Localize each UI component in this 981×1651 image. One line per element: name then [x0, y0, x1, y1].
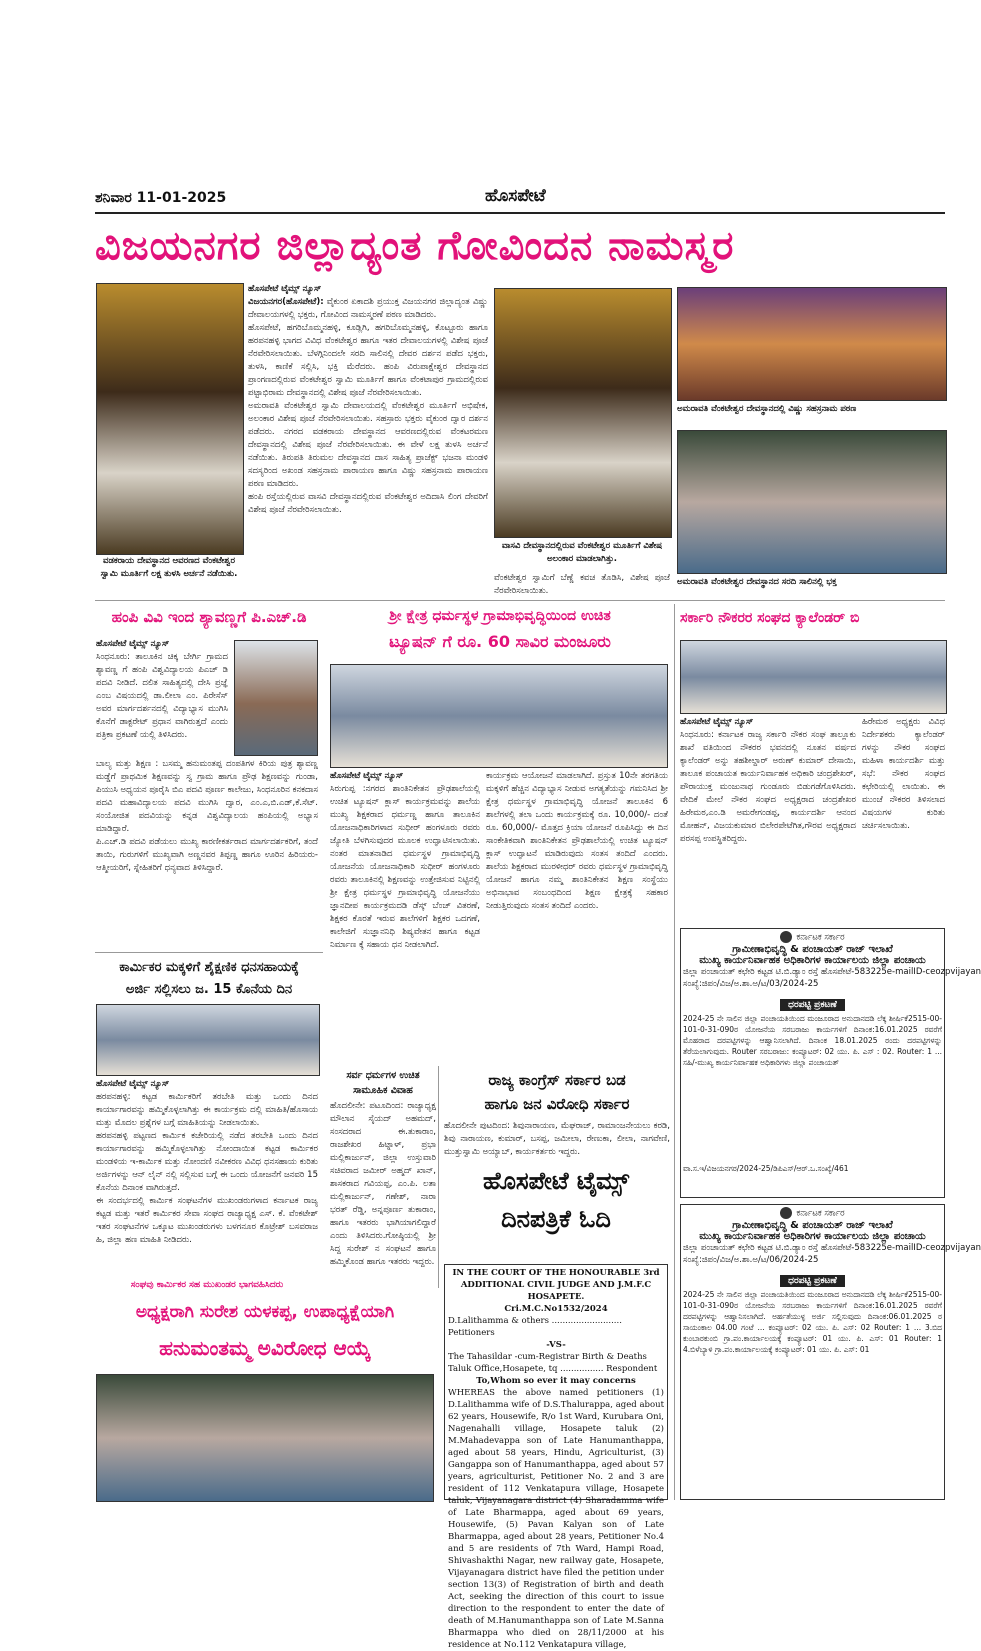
photo-election-group	[96, 1374, 434, 1502]
tender-notice-1	[680, 928, 981, 1198]
notice1-gov: ಕರ್ನಾಟಕ ಸರ್ಕಾರ	[683, 931, 942, 944]
election-headline-2: ಹನುಮಂತಮ್ಮ ಅವಿರೋಧ ಆಯ್ಕೆ	[159, 1336, 371, 1360]
photo-workers-meeting	[96, 1004, 320, 1076]
workers-byline: ಹೊಸಪೇಟೆ ಟೈಮ್ಸ್ ನ್ಯೂಸ್	[96, 1079, 170, 1089]
hampi-p1: ಸಿಂಧನೂರು: ತಾಲೂಕಿನ ಚಿಕ್ಕ ಬೇರ್ಗಿ ಗ್ರಾಮದ ಶ್ಯಾವಣ್ಣ ಗೆ ಹಂಪಿ ವಿಶ್ವವಿದ್ಯಾಲಯ ಪಿಎಚ್ ಡಿ ಪದವಿ ನೀಡಿದೆ. ದಲಿತ ಸಾಹಿತ್ಯದಲ್ಲಿ ದೇಸಿ ಪ್ರಜ್ಞೆ ಎಂಬ ವಿಷಯದಲ್ಲಿ ಡಾ.ಲೀಲಾ ಎಂ. ಪಿರೇಸೆಸ್ ಅವರ ಮಾರ್ಗದರ್ಶನದಲ್ಲಿ ವಿದ್ಯಾಭ್ಯಾಸ ಮುಗಿಸಿ ಕೊನೆಗೆ ಡಾಕ್ಟರೇಟ್ ಪ್ರಧಾನ ವಾಗಿರುತ್ತದೆ ಎಂದು ಪತ್ರಿಕಾ ಪ್ರಕಟಣೆ ಯಲ್ಲಿ ತಿಳಿಸಿದರು.	[96, 652, 228, 740]
photo-shyavanna	[234, 640, 318, 756]
story-main-p2: ಹೊಸಪೇಟೆ, ಹಗರಿಬೊಮ್ಮನಹಳ್ಳಿ, ಕೂಡ್ಲಿಗಿ, ಹಗರಿಬೊಮ್ಮನಹಳ್ಳಿ, ಕೊಟ್ಟೂರು ಹಾಗೂ ಹರಪನಹಳ್ಳಿ ಭಾಗದ ವಿವಿಧ ವೆಂಕಟೇಶ್ವರ ಹಾಗೂ ಇತರ ದೇವಾಲಯಗಳಲ್ಲಿ ವಿಶೇಷ ಪೂಜೆ ನೆರವೇರಿಸಲಾಯಿತು. ಬೆಳಗ್ಗಿನಿಂದಲೇ ಸರದಿ ಸಾಲಿನಲ್ಲಿ ದೇವರ ದರ್ಶನ ಪಡೆದ ಭಕ್ತರು, ತುಳಸಿ, ಕಾಣಿಕೆ ಸಲ್ಲಿಸಿ, ಭಕ್ತಿ ಮೆರೆದರು. ಹಂಪಿ ವಿರುಪಾಕ್ಷೇಶ್ವರ ದೇವಸ್ಥಾನದ ಪ್ರಾಂಗಣದಲ್ಲಿರುವ ವೆಂಕಟೇಶ್ವರ ಸ್ವಾಮಿ ಮೂರ್ತಿಗೆ ಹಾಗೂ ವೆಂಕಟಾಪುರ ಗ್ರಾಮದಲ್ಲಿರುವ ಪಟ್ಟಾಭಿರಾಮ ದೇವಸ್ಥಾನದಲ್ಲಿ ವಿಶೇಷ ಪೂಜೆ ನೆರವೇರಿಸಲಾಯಿತು.	[248, 323, 488, 398]
caption-amaravati-queue: ಅಮರಾವತಿ ವೆಂಕಟೇಶ್ವರ ದೇವಸ್ಥಾನದ ಸರದಿ ಸಾಲಿನಲ್ಲಿ ಭಕ್ತ	[677, 577, 837, 587]
notice2-body: 2024-25 ನೇ ಸಾಲಿನ ಜಿಲ್ಲಾ ಪಂಚಾಯತಿಯಿಂದ ಮಂಜೂರಾದ ಅನುದಾನದಡಿ ಲೆಕ್ಕ ಶೀರ್ಷಿಕೆ2515-00-101-0-31-090ರ ಯೋಜನೆಯ ಸರಬರಾಜು ಕಾರ್ಯಗಳಿಗೆ ದಿನಾಂಕ:16.01.2025 ರವರೆಗೆ ದರಪಟ್ಟಿಗಳನ್ನು ಆಹ್ವಾನಿಸಲಾಗಿದೆ. ಅರ್ಹತೆಯುಳ್ಳ ಅರ್ಜಿ ಸಲ್ಲಿಸುವುದು ದಿನಾಂಕ:06.01.2025 ರ ಸಾಯಂಕಾಲ 04.00 ಗಂಟೆ ... ಕಂಪ್ಯೂಟರ್: 02 ಯು. ಪಿ. ಎಸ್: 02 Router: 1 ... 3.ಬಿದ ಕುಂಬಾರಕುಂಬಿ ಗ್ರಾ.ಪಂ.ಕಾರ್ಯಾಲಯಕ್ಕೆ ಕಂಪ್ಯೂಟರ್: 01 ಯು. ಪಿ. ಎಸ್: 01 Router: 1 4.ಬಿಳೆಬ್ಯಾಳಿ ಗ್ರಾ.ಪಂ.ಕಾರ್ಯಾಲಯಕ್ಕೆ ಕಂಪ್ಯೂಟರ್: 01 ಯು. ಪಿ. ಎಸ್: 01	[683, 1289, 942, 1354]
story-main-byline: ಹೊಸಪೇಟೆ ಟೈಮ್ಸ್ ನ್ಯೂಸ್	[248, 284, 322, 294]
court-vs: -VS-	[546, 1340, 566, 1350]
govt-col2: ಹಿರೇಮಠ ಅಧ್ಯಕ್ಷರು ವಿವಿಧ ನಿರ್ದೇಶಕರು ಕ್ಯಾಲೆಂಡರ್ ಗಳನ್ನು ನೌಕರ ಸಂಘದ ಮಹಿಳಾ ಕಾರ್ಯದರ್ಶಿ ಮತ್ತು ಸಭೆ: ನೌಕರ ಸಂಘದ ಕಛೇರಿಯಲ್ಲಿ ಲಾಯಿತು. ಈ ಮುಂಚೆ ನೌಕರರ ತಿಳಿಸಲಾದ ವಿಷಯಗಳ ಕುರಿತು ಚರ್ಚಿಸಲಾಯಿತು.	[862, 717, 945, 831]
photo-vasavi-idol	[494, 288, 672, 538]
photo-tuition-inauguration	[330, 664, 668, 768]
congress-headline-2: ಹಾಗೂ ಜನ ವಿರೋಧಿ ಸರ್ಕಾರ	[484, 1095, 630, 1113]
notice1-body: 2024-25 ನೇ ಸಾಲಿನ ಜಿಲ್ಲಾ ಪಂಚಾಯತಿಯಿಂದ ಮಂಜೂರಾದ ಅನುದಾನದಡಿ ಲೆಕ್ಕ ಶೀರ್ಷಿಕೆ2515-00-101-0-31-090ರ ಯೋಜನೆಯ ಸರಬರಾಜು ಕಾರ್ಯಗಳಿಗೆ ದಿನಾಂಕ:16.01.2025 ರವರೆಗೆ ಮೊಹರಾದ ದರಪಟ್ಟಿಗಳನ್ನು ಆಹ್ವಾನಿಸಲಾಗಿದೆ. ದಿನಾಂಕ 18.01.2025 ರಂದು ದರಪಟ್ಟಿಗಳನ್ನು ತೆರೆಯಲಾಗುವುದು. Router ಸರಬರಾಜು: ಕಂಪ್ಯೂಟರ್: 02 ಯು. ಪಿ. ಎಸ್ : 02. Router: 1 ... ಸಹಿ/-ಮುಖ್ಯ ಕಾರ್ಯನಿರ್ವಾಹಕ ಅಧಿಕಾರಿಗಳು ಜಿಲ್ಲಾ ಪಂಚಾಯತ್	[683, 1013, 942, 1067]
hampi-headline: ಹಂಪಿ ವಿವಿ ಇಂದ ಶ್ಯಾವಣ್ಣಗೆ ಪಿ.ಎಚ್.ಡಿ	[111, 608, 307, 626]
issue-date: ಶನಿವಾರ 11-01-2025	[95, 190, 227, 206]
notice2-address: ಜಿಲ್ಲಾ ಪಂಚಾಯತ್ ಕಛೇರಿ ಕಟ್ಟಡ ಟಿ.ಬಿ.ಡ್ಯಾಂ ರಸ್ತೆ ಹೊಸಪೇಟೆ-583225e-mailID-ceozpvijayan	[683, 1242, 981, 1253]
hampi-p3: ಪಿ.ಎಚ್.ಡಿ ಪದವಿ ಪಡೆಯಲು ಮುಖ್ಯ ಕಾರಣೀಕರ್ತರಾದ ಮಾರ್ಗದರ್ಶಕರಿಗೆ, ತಂದೆ ತಾಯಿ, ಗುರುಗಳಿಗೆ ಮುಖ್ಯವಾಗಿ ಅಣ್ಣನವರ ತಿಪ್ಪಣ್ಣ ಹಾಗೂ ಊರಿನ ಹಿರಿಯರು- ಆತ್ಮೀಯರಿಗೆ, ಸ್ನೇಹಿತರಿಗೆ ಧನ್ಯವಾದ ತಿಳಿಸಿದ್ದಾರೆ.	[96, 837, 318, 873]
govt-headline: ಸರ್ಕಾರಿ ನೌಕರರ ಸಂಘದ ಕ್ಯಾಲೆಂಡರ್ ಬಿ	[680, 610, 860, 626]
hampi-p2: ಬಾಲ್ಯ ಮತ್ತು ಶಿಕ್ಷಣ : ಬಸಮ್ಮ ಹನುಮಂತಪ್ಪ ದಂಪತಿಗಳ ಕಿರಿಯ ಪುತ್ರ ಶ್ಯಾವಣ್ಣ ಮಡ್ಡೆಗೆ ಪ್ರಾಥಮಿಕ ಶಿಕ್ಷಣವನ್ನು ಸ್ವ ಗ್ರಾಮ ಹಾಗೂ ಪ್ರೌಢ ಶಿಕ್ಷಣವನ್ನು ಗುಂಡಾ, ಪಿಯುಸಿ ಅಧ್ಯಯನ ಪೂರೈಸಿ ಬಿಎ ಪದವಿ ಪೂರ್ಣ ಕಾಲೇಜು, ಸಿಂಧನೂರಿನ ಕನಕದಾಸ ಪದವಿ ಮಹಾವಿದ್ಯಾಲಯ ಪದವಿ ಮುಗಿಸಿ ದ್ವಾರ, ಎಂ.ಎ,ಬಿ.ಎಡ್,ಕೆ.ಸೆಟ್. ಸಂಯೋಜಿತ ಪದವಿಯನ್ನು ಕನ್ನಡ ವಿಶ್ವವಿದ್ಯಾಲಯ ಹಂಪಿಯಲ್ಲಿ ಅಭ್ಯಾಸ ಮಾಡಿದ್ದಾರೆ.	[96, 759, 318, 834]
notice2-dept: ಗ್ರಾಮೀಣಾಭಿವೃದ್ಧಿ & ಪಂಚಾಯತ್ ರಾಜ್ ಇಲಾಖೆ	[732, 1219, 893, 1231]
workers-headline-2: ಅರ್ಜಿ ಸಲ್ಲಿಸಲು ಜ. 15 ಕೊನೆಯ ದಿನ	[125, 982, 293, 997]
notice1-ref: ಸಂಖ್ಯೆ:ಜಿಪಂ/ವಿಜ/ಅ.ಶಾ.ಅ/ಟ/03/2024-25	[683, 978, 819, 989]
section-divider	[95, 600, 945, 601]
karnataka-seal-icon	[780, 931, 792, 943]
right-column-divider	[674, 604, 675, 1500]
banner-headline	[95, 218, 945, 276]
story-main-dateline: ವಿಜಯನಗರ(ಹೊಸಪೇಟೆ):	[248, 297, 324, 307]
workers-p1: ಹರಪನಹಳ್ಳಿ: ಕಟ್ಟಡ ಕಾರ್ಮಿಕರಿಗೆ ತರಬೇತಿ ಮತ್ತು ಒಂದು ದಿನದ ಕಾರ್ಯಾಗಾರವನ್ನು ಹಮ್ಮಿಕೊಳ್ಳಲಾಗಿತ್ತು ಈ ಕಾರ್ಯಕ್ರಮ ದಲ್ಲಿ ಮಾಹಿತಿ/ಹೊಸಾಯ ಮತ್ತು ಮೊದಲ ಪ್ರಶ್ನೆಗಳ ಬಗ್ಗೆ ಮಾಹಿತಿಯನ್ನು ನೀಡಲಾಯಿತು.	[96, 1092, 318, 1128]
masthead: ಹೊಸಪೇಟೆ	[485, 186, 546, 206]
caption-amaravati-stage: ಅಮರಾವತಿ ವೆಂಕಟೇಶ್ವರ ದೇವಸ್ಥಾನದಲ್ಲಿ ವಿಷ್ಣು ಸಹಸ್ರನಾಮ ಪಠಣ	[677, 404, 857, 414]
caption-vasavi: ವಾಸವಿ ದೇವಸ್ಥಾನದಲ್ಲಿರುವ ವೆಂಕಟೇಶ್ವರ ಮೂರ್ತಿಗೆ ವಿಶೇಷ ಅಲಂಕಾರ ಮಾಡಲಾಗಿತ್ತು.	[501, 541, 663, 564]
notice1-footer-ref: ವಾ.ಸ.ಇ/ವಿಜಯನಗರ/2024-25/ಡಿಪಿಎಸ್/ಆರ್.ಒ.ಸಂಖ್ಯೆ/461	[683, 1163, 849, 1173]
notice1-pill: ಧರಪಟ್ಟಿ ಪ್ರಕಟಣೆ	[780, 999, 845, 1011]
govt-byline: ಹೊಸಪೇಟೆ ಟೈಮ್ಸ್ ನ್ಯೂಸ್	[680, 717, 754, 727]
ad-line2: ದಿನಪತ್ರಿಕೆ ಓದಿ	[501, 1205, 611, 1233]
notice2-office: ಮುಖ್ಯ ಕಾರ್ಯನಿರ್ವಾಹಕ ಅಧಿಕಾರಿಗಳ ಕಾರ್ಯಾಲಯ ಜಿಲ್ಲಾ ಪಂಚಾಯ	[699, 1230, 926, 1242]
story-main-col1	[248, 283, 488, 598]
workers-p2: ಹರಪನಹಳ್ಳಿ ಪಟ್ಟಣದ ಕಾರ್ಮಿಕ ಕಚೇರಿಯಲ್ಲಿ ನಡೆದ ತರಬೇತಿ ಒಂದು ದಿನದ ಕಾರ್ಯಾಗಾರವನ್ನು ಹಮ್ಮಿಕೊಳ್ಳಲಾಗಿತ್ತು ನೋಂದಾಯಿತ ಕಟ್ಟಡ ಕಾರ್ಮಿಕರ ಮಂಡಳಿಯ ಇ-ಕಾರ್ಮಿಕ ಮತ್ತು ನೋಂದಣಿ ನವೀಕರಣ ವಿವಿಧ ಧನಸಹಾಯ ಕುರಿತು ಅರ್ಜಿಗಳನ್ನು ಆನ್ ಲೈನ್ ನಲ್ಲಿ ಸಲ್ಲಿಸುವ ಬಗ್ಗೆ ಈ ಒಂದು ಯೋಜನೆಗೆ ಜನವರಿ 15 ಕೊನೆಯ ದಿನಾಂಕ ವಾಗಿರುತ್ತದೆ.	[96, 1131, 318, 1193]
workers-p3: ಈ ಸಂದರ್ಭದಲ್ಲಿ ಕಾರ್ಮಿಕ ಸಂಘಟನೆಗಳ ಮುಖಂಡರುಗಳಾದ ಕರ್ನಾಟಕ ರಾಜ್ಯ ಕಟ್ಟಡ ಮತ್ತು ಇತರೆ ಕಾರ್ಮಿಕರ ಸೇವಾ ಸಂಘದ ರಾಜ್ಯಾಧ್ಯಕ್ಷ ಎಸ್. ಕೆ. ವೆಂಕಟೇಶ್ ಇತರ ಸಂಘಟನೆಗಳ ಒಕ್ಕೂಟ ಮುಖಂಡರುಗಳು ಬಳಗನೂರ ಕೊಟ್ರೇಶ್ ಬಸವರಾಜ ಹಿ, ಜಿಲ್ಲಾ ಹಣ ಮಾಹಿತಿ ನೀಡಿದರು.	[96, 1196, 318, 1245]
ad-read-newspaper	[444, 1162, 668, 1248]
govt-col1-text: ಸಿಂಧನೂರು: ಕರ್ನಾಟಕ ರಾಜ್ಯ ಸರ್ಕಾರಿ ನೌಕರ ಸಂಘ ತಾಲ್ಲೂಕು ಶಾಖೆ ವತಿಯಿಂದ ನೌಕರರ ಭವನದಲ್ಲಿ ನೂತನ ವರ್ಷದ ಕ್ಯಾಲೆಂಡರ್ ಅನ್ನು ತಹಶೀಲ್ದಾರ್ ಅರುಣ್ ಕುಮಾರ್ ದೇಸಾಯಿ, ತಾಲೂಕ ಪಂಚಾಯತ ಕಾರ್ಯನಿರ್ವಾಹಕ ಅಧಿಕಾರಿ ಚಂದ್ರಶೇಖರ್, ಪೌರಾಯುಕ್ತ ಮಂಜುನಾಥ ಗುಂಡೂರು ಬಿಡುಗಡೆಗೊಳಿಸಿದರು. ವೇದಿಕೆ ಮೇಲೆ ನೌಕರ ಸಂಘದ ಅಧ್ಯಕ್ಷರಾದ ಚಂದ್ರಶೇಖರ ಹಿರೇಮಠ,ಎಂ.ಡಿ ಅಮರೇಗಂಡಪ್ಪ, ಕಾರ್ಯದರ್ಶಿ ಆನಂದ ಮೋಹನ್, ವಿಜಯಕುಮಾರ ಬಿಲೇರಪೇಟೆಗಿತ,ಗೌರವ ಅಧ್ಯಕ್ಷರಾದ ಪರಸಪ್ಪ ಉಪಸ್ಥಿತರಿದ್ದರು.	[680, 730, 856, 844]
dharmasthala-headline-1: ಶ್ರೀ ಕ್ಷೇತ್ರ ಧರ್ಮಸ್ಥಳ ಗ್ರಾಮಾಭಿವೃದ್ಧಿಯಿಂದ ಉಚಿತ	[389, 608, 611, 624]
notice1-dept: ಗ್ರಾಮೀಣಾಭಿವೃದ್ಧಿ & ಪಂಚಾಯತ್ ರಾಜ್ ಇಲಾಖೆ	[732, 943, 893, 955]
photo-amaravati-queue	[677, 430, 947, 574]
tender-notice-2	[680, 1204, 981, 1500]
page-header	[95, 186, 945, 214]
story-main-p4: ಹಂಪಿ ರಸ್ತೆಯಲ್ಲಿರುವ ವಾಸವಿ ದೇವಸ್ಥಾನದಲ್ಲಿರುವ ವೆಂಕಟೇಶ್ವರ ಅದಿದಾಸಿ ಲಿಂಗ ದೇವರಿಗೆ ವಿಶೇಷ ಪೂಜೆ ನೆರವೇರಿಸಲಾಯಿತು.	[248, 492, 488, 515]
court-to: To,Whom so ever it may concerns	[476, 1376, 636, 1386]
photo-calendar-release	[680, 640, 947, 714]
photo-vadakaraya-idol	[96, 283, 244, 555]
karnataka-seal-icon	[780, 1207, 792, 1219]
workers-body	[96, 1078, 318, 1278]
welfare-divider	[438, 1066, 439, 1288]
notice2-ref: ಸಂಖ್ಯೆ:ಜಿಪಂ/ವಿಜ/ಅ.ಶಾ.ಅ/ಟ/06/2024-25	[683, 1254, 819, 1265]
dharmasthala-headline-2: ಟ್ಯೂಷನ್ ಗೆ ರೂ. 60 ಸಾವಿರ ಮಂಜೂರು	[389, 632, 611, 651]
story-main-p1: ವೈಕುಂಠ ಏಕಾದಶಿ ಪ್ರಯುಕ್ತ ವಿಜಯನಗರ ಜಿಲ್ಲಾದ್ಯಂತ ವಿಷ್ಣು ದೇವಾಲಯಗಳಲ್ಲಿ ಭಕ್ತರು, ಗೋವಿಂದ ನಾಮಸ್ಮರಣೆ ಪಠಣ ಮಾಡಿದರು.	[248, 297, 488, 320]
banner-headline-text: ವಿಜಯನಗರ ಜಿಲ್ಲಾದ್ಯಂತ ಗೋವಿಂದನ ನಾಮಸ್ಮರ	[95, 223, 735, 269]
caption-vadakaraya: ವಡಕರಾಯ ದೇವಸ್ಥಾನದ ಆವರಣದ ವೆಂಕಟೇಶ್ವರ ಸ್ವಾಮಿ ಮೂರ್ತಿಗೆ ಲಕ್ಷ ತುಳಸಿ ಅರ್ಚನೆ ನಡೆಯಿತು.	[100, 556, 238, 579]
hampi-col-b	[96, 758, 318, 948]
workers-headline-1: ಕಾರ್ಮಿಕರ ಮಕ್ಕಳಿಗೆ ಶೈಕ್ಷಣಿಕ ಧನಸಹಾಯಕ್ಕೆ	[119, 960, 299, 975]
welfare-headline: ಸರ್ವ ಧರ್ಮಗಳ ಉಚಿತ ಸಾಮೂಹಿಕ ವಿವಾಹ	[346, 1070, 420, 1096]
court-case-number: Cri.M.C.No1532/2024	[504, 1304, 608, 1314]
govt-col1	[680, 716, 856, 924]
notice2-pill: ಧರಪಟ್ಟಿ ಪ್ರಕಟಣೆ	[780, 1275, 845, 1287]
hampi-byline: ಹೊಸಪೇಟೆ ಟೈಮ್ಸ್ ನ್ಯೂಸ್	[96, 639, 170, 649]
notice2-gov: ಕರ್ನಾಟಕ ಸರ್ಕಾರ	[683, 1207, 942, 1220]
congress-body: ಹೊದಲೀನೇ ಪುಟದಿಂದ: ಶಿವುನಾರಾಯಣ, ಮೆಘರಾಜ್, ರಾಮಾಂಜನೇಯಲು ಕರಡಿ, ಶಿವು ನಾರಾಯಣ, ಕುಮಾರ್, ಬಸಪ್ಪ, ಜಮೀಲಾ, ರೇಣುಕಾ, ಲೀಲಾ, ನಾಗವೇಣಿ, ಮುತ್ತುಸ್ವಾಮಿ ಅಯ್ಯಾಬ್, ಕಾರ್ಯಕರ್ತರು ಇದ್ದರು.	[444, 1121, 670, 1157]
court-respondent: The Tahasildar -cum-Registrar Birth & Deaths Taluk Office,Hosapete, tq ................ Respondent	[448, 1352, 658, 1374]
election-headline-1: ಅಧ್ಯಕ್ಷರಾಗಿ ಸುರೇಶ ಯಳಕಪ್ಪ, ಉಪಾಧ್ಯಕ್ಷೆಯಾಗಿ	[135, 1302, 395, 1322]
dharmasthala-col1-text: ಸಿರುಗುಪ್ಪ :ನಗರದ ಶಾಂತಿನಿಕೇತನ ಪ್ರೌಢಶಾಲೆಯಲ್ಲಿ ಉಚಿತ ಟ್ಯೂಷನ್ ಕ್ಲಾಸ್ ಕಾರ್ಯಕ್ರಮವನ್ನು ಶಾಲೆಯ ಮುಖ್ಯ ಶಿಕ್ಷಕರಾದ ಧರ್ಮಣ್ಣ ಹಾಗೂ ತಾಲೂಕಿನ ಯೋಜನಾಧಿಕಾರಿಗಳಾದ ಸುಧೀರ್ ಹಂಗಳೂರು ರವರು ಜ್ಯೋತಿ ಬೆಳಗಿಸುವುದರ ಮೂಲಕ ಉದ್ಘಾಟಿಸಲಾಯಿತು. ನಂತರ ಮಾತನಾಡಿದ ಧರ್ಮಸ್ಥಳ ಗ್ರಾಮಾಭಿವೃದ್ಧಿ ಯೋಜನೆಯ ಯೋಜನಾಧಿಕಾರಿ ಸುಧೀರ್ ಹಂಗಳೂರು ರವರು ತಾಲೂಕಿನಲ್ಲಿ ಶಿಕ್ಷಣವನ್ನು ಉತ್ತೇಜಿಸುವ ನಿಟ್ಟಿನಲ್ಲಿ ಶ್ರೀ ಕ್ಷೇತ್ರ ಧರ್ಮಸ್ಥಳ ಗ್ರಾಮಾಭಿವೃದ್ಧಿ ಯೋಜನೆಯು ಜ್ಞಾನದೀಪ ಕಾರ್ಯಕ್ರಮದಡಿ ಡೆಸ್ಕ್ ಬೆಂಚ್ ವಿತರಣೆ, ಶಿಕ್ಷಕರ ಕೊರತೆ ಇರುವ ಶಾಲೆಗಳಿಗೆ ಶಿಕ್ಷಕರ ಒದಗಣೆ, ಕಾಲೇಜಿಗೆ ಸುಜ್ಞಾನನಿಧಿ ಶಿಷ್ಯವೇತನ ಹಾಗೂ ಕಟ್ಟಡ ನಿರ್ಮಾಣ ಕ್ಕೆ ಸಹಾಯ ಧನ ನೀಡಲಾಗಿದೆ.	[330, 784, 480, 950]
story-main-col3: ವೆಂಕಟೇಶ್ವರ ಸ್ವಾಮಿಗೆ ಬೆಣ್ಣೆ ಕವಚ ತೊಡಿಸಿ, ವಿಶೇಷ ಪೂಜೆ ನೆರವೇರಿಸಲಾಯಿತು.	[494, 573, 670, 596]
photo-amaravati-stage	[677, 287, 947, 401]
dharmasthala-byline: ಹೊಸಪೇಟೆ ಟೈಮ್ಸ್ ನ್ಯೂಸ್	[330, 771, 404, 781]
court-body: WHEREAS the above named petitioners (1) D.Lalithamma wife of D.S.Thalurappa, aged about 62 years, Housewife, R/o 1st Ward, Kurubara Oni, Nagenahalli village, Hosapete taluk (2) M.Mahadevappa son of Late Hanumanthappa, aged about 58 years, Hindu, Agriculturist, (3) Gangappa son of Hanumanthappa, aged about 57 years, agriculturist, Petitioner No. 2 and 3 are resident of 112 Venkatapura village, Hosapete taluk, Vijayanagara district (4) Sharadamma wife of Late Bharmappa, aged about 69 years, Housewife, (5) Pavan Kalyan son of Late Bharmappa, aged about 28 years, Petitioner No.4 and 5 are residents of 7th Ward, Hampi Road, Shivashakthi Nagar, new railway gate, Hosapete, Vijayanagara district have filed the petition under section 13(3) of Registration of birth and death Act, seeking the direction of this court to issue direction to the respondent to enter the date of death of M.Hanumanthappa son of Late M.Sanna Bharmappa who died on 28/11/2000 at his residence at No.112 Venkatapura village,	[448, 1388, 664, 1650]
court-petitioner: D.Lalithamma & others .......................... Petitioners	[448, 1316, 622, 1338]
workers-divider	[95, 952, 323, 953]
welfare-body: ಹೊದಲೀನೇ: ಪಟೂದಿಂದ: ರಾಜ್ಯಾಧ್ಯಕ್ಷ ಮೌಲಾನ ಸೈಯದ್ ಅಹಮದ್, ಸಂಸದರಾದ ಈ.ತುಕಾರಾಂ, ರಾಜಶೇಖರ ಹಿಟ್ನಾಳ್, ಪ್ರಭಾ ಮಲ್ಲಿಕಾರ್ಜುನ್, ಜಿಲ್ಲಾ ಉಸ್ತುವಾರಿ ಸಚಿವರಾದ ಜಮೀರ್ ಅಹ್ಮದ್ ಖಾನ್, ಶಾಸಕರಾದ ಗವಿಯಪ್ಪ, ಎಂ.ಪಿ. ಲತಾ ಮಲ್ಲಿಕಾರ್ಜುನ್, ಗಣೇಶ್, ನಾರಾ ಭರತ್ ರೆಡ್ಡಿ, ಅನ್ನಪೂರ್ಣ ತುಕಾರಾಂ, ಹಾಗೂ ಇತರರು ಭಾಗಿಯಾಗಲಿದ್ದಾರೆ ಎಂದು ತಿಳಿಸಿದರು.ಗೋಷ್ಠಿಯಲ್ಲಿ ಶ್ರೀ ಸಿದ್ದ ಸುರೇಶ್ ನ ಸಂಘಟನೆ ಹಾಗೂ ಹಮ್ಮಿಕೊಂಡ ಹಾಗೂ ಇತರರು ಇದ್ದರು.	[330, 1101, 436, 1267]
court-notice	[444, 1264, 668, 1650]
dharmasthala-col1	[330, 770, 480, 1062]
congress-headline-1: ರಾಜ್ಯ ಕಾಂಗ್ರೆಸ್ ಸರ್ಕಾರ ಬಡ	[488, 1071, 626, 1089]
workers-footer-headline: ಸಂಘವು ಕಾರ್ಮಿಕರ ಸಹ ಮುಖಂಡರ ಭಾಗವಹಿಸಿದರು	[130, 1280, 284, 1290]
ad-line1: ಹೊಸಪೇಟೆ ಟೈಮ್ಸ್	[482, 1167, 630, 1195]
court-heading: IN THE COURT OF THE HONOURABLE 3rd ADDITIONAL CIVIL JUDGE AND J.M.F.C HOSAPETE.	[452, 1268, 660, 1302]
dharmasthala-col2: ಕಾರ್ಯಕ್ರಮ ಆಯೋಜನೆ ಮಾಡಲಾಗಿದೆ. ಪ್ರಸ್ತುತ 10ನೇ ತರಗತಿಯ ಮಕ್ಕಳಿಗೆ ಹೆಚ್ಚಿನ ವಿದ್ಯಾಭ್ಯಾಸ ನೀಡುವ ಅಗತ್ಯತೆಯನ್ನು ಗಮನಿಸಿದ ಶ್ರೀ ಕ್ಷೇತ್ರ ಧರ್ಮಸ್ಥಳ ಗ್ರಾಮಾಭಿವೃದ್ಧಿ ಯೋಜನೆ ತಾಲೂಕಿನ 6 ಶಾಲೆಗಳಲ್ಲಿ ತಲಾ ಒಂದು ಕಾರ್ಯಕ್ರಮಕ್ಕೆ ರೂ. 10,000/- ದಂತೆ ರೂ. 60,000/- ಮೊತ್ತದ ಕ್ರಿಯಾ ಯೋಜನೆ ರೂಪಿಸಿದ್ದು ಈ ದಿನ ಸಾಂಕೇತಿಕವಾಗಿ ಶಾಂತಿನಿಕೇತನ ಪ್ರೌಢಶಾಲೆಯಲ್ಲಿ ಉಚಿತ ಟ್ಯೂಷನ್ ಕ್ಲಾಸ್ ಉದ್ಘಾಟನೆ ಮಾಡಿರುವುದು ಸಂತಸ ತಂದಿದೆ ಎಂದರು. ಶಾಲೆಯ ಶಿಕ್ಷಕರಾದ ಮುರಳೀಧರ್ ರವರು ಧರ್ಮಸ್ಥಳ ಗ್ರಾಮಾಭಿವೃದ್ಧಿ ಯೋಜನೆ ಹಾಗೂ ನಮ್ಮ ಶಾಂತಿನಿಕೇತನ ಶಿಕ್ಷಣ ಸಂಸ್ಥೆಯು ಅಭಿನಾಭಾವ ಸಂಬಂಧದಿಂದ ಶಿಕ್ಷಣ ಕ್ಷೇತ್ರಕ್ಕೆ ಸಹಕಾರ ನೀಡುತ್ತಿರುವುದು ಸಂತಸ ತಂದಿದೆ ಎಂದರು.	[486, 771, 668, 911]
page-top-margin	[0, 0, 945, 180]
notice1-address: ಜಿಲ್ಲಾ ಪಂಚಾಯತ್ ಕಛೇರಿ ಕಟ್ಟಡ ಟಿ.ಬಿ.ಡ್ಯಾಂ ರಸ್ತೆ ಹೊಸಪೇಟೆ-583225e-mailID-ceozpvijayan	[683, 966, 981, 977]
story-main-p3: ಅಮರಾವತಿ ವೆಂಕಟೇಶ್ವರ ಸ್ವಾಮಿ ದೇವಾಲಯದಲ್ಲಿ ವೆಂಕಟೇಶ್ವರ ಮೂರ್ತಿಗೆ ಅಭಿಷೇಕ, ಅಲಂಕಾರ ವಿಶೇಷ ಪೂಜೆ ನೆರವೇರಿಸಲಾಯಿತು. ಸಹಸ್ರಾರು ಭಕ್ತರು ವೈಕುಂಠ ದ್ವಾರ ದರ್ಶನ ಪಡೆದರು. ನಗರದ ವಡಕರಾಯ ದೇವಸ್ಥಾನದ ಆವರಣದಲ್ಲಿರುವ ವೆಂಕಟರಮಣ ದೇವಸ್ಥಾನದಲ್ಲಿ ವಿಶೇಷ ಪೂಜೆ ನೆರವೇರಿಸಲಾಯಿತು. ಈ ವೇಳೆ ಲಕ್ಷ ತುಳಸಿ ಅರ್ಚನೆ ನಡೆಯಿತು. ತಿರುಪತಿ ತಿರುಮಲ ದೇವಸ್ಥಾನದ ದಾಸ ಸಾಹಿತ್ಯ ಪ್ರಾಜೆಕ್ಟ್ ಭಜನಾ ಮಂಡಳಿ ಸದಸ್ಯರಿಂದ ಅಖಂಡ ಸಹಸ್ರನಾಮ ಪಾರಾಯಣ ಹಾಗೂ ವಿಷ್ಣು ಸಹಸ್ರನಾಮ ಪಾರಾಯಣ ಪಠಣ ಮಾಡಿದರು.	[248, 401, 488, 489]
notice1-office: ಮುಖ್ಯ ಕಾರ್ಯನಿರ್ವಾಹಕ ಅಧಿಕಾರಿಗಳ ಕಾರ್ಯಾಲಯ ಜಿಲ್ಲಾ ಪಂಚಾಯ	[699, 954, 926, 966]
hampi-col-a	[96, 638, 228, 758]
